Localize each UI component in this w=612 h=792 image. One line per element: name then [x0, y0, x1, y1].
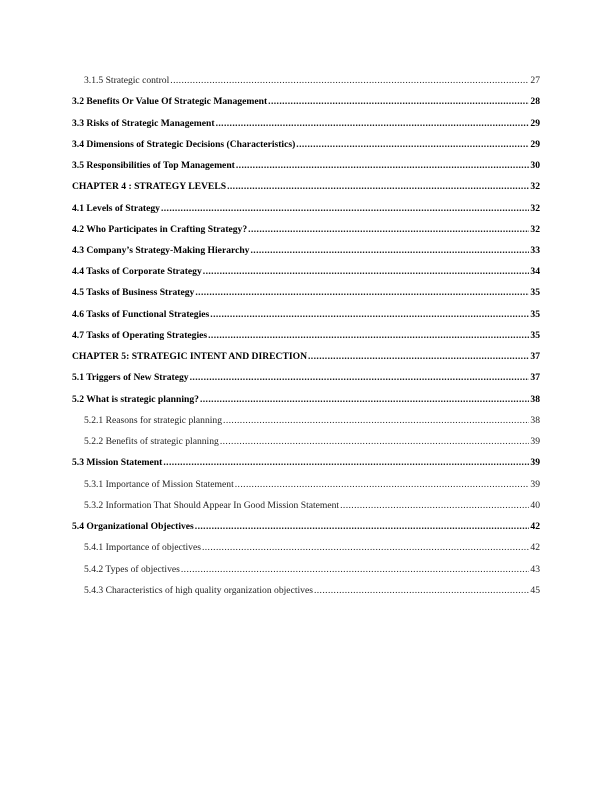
toc-entry-page: 39: [530, 478, 540, 490]
toc-entry-page: 29: [530, 117, 540, 129]
toc-entry[interactable]: [72, 197, 540, 218]
toc-dot-leader: [208, 330, 529, 341]
toc-entry-page: 43: [530, 563, 540, 575]
toc-entry[interactable]: [72, 261, 540, 282]
toc-entry-page: 32: [530, 223, 540, 235]
toc-dot-leader: [181, 564, 530, 575]
toc-entry-title: 3.3 Risks of Strategic Management: [72, 117, 215, 129]
toc-entry[interactable]: [72, 431, 540, 452]
toc-entry[interactable]: [72, 304, 540, 325]
toc-entry-title: 5.2.1 Reasons for strategic planning: [84, 414, 223, 426]
toc-entry-page: 45: [530, 584, 540, 596]
toc-entry-page: 29: [530, 138, 540, 150]
toc-entry-page: 27: [530, 75, 540, 87]
toc-dot-leader: [202, 542, 529, 553]
toc-entry-page: 30: [530, 160, 540, 172]
toc-entry-title: CHAPTER 4 : STRATEGY LEVELS: [72, 181, 227, 193]
toc-entry[interactable]: [72, 558, 540, 579]
toc-dot-leader: [340, 500, 529, 511]
toc-entry-page: 38: [530, 414, 540, 426]
toc-entry[interactable]: [72, 240, 540, 261]
toc-entry-page: 37: [530, 372, 540, 384]
toc-entry-title: 5.2.2 Benefits of strategic planning: [84, 436, 219, 448]
toc-dot-leader: [250, 245, 529, 256]
toc-entry-page: 35: [530, 287, 540, 299]
toc-entry[interactable]: [72, 134, 540, 155]
toc-entry[interactable]: [72, 112, 540, 133]
toc-dot-leader: [203, 266, 530, 277]
toc-entry-page: 32: [530, 202, 540, 214]
toc-dot-leader: [161, 203, 529, 214]
toc-entry-title: 4.7 Tasks of Operating Strategies: [72, 329, 208, 341]
toc-entry[interactable]: [72, 473, 540, 494]
toc-dot-leader: [216, 118, 530, 129]
toc-entry[interactable]: [72, 367, 540, 388]
toc-entry-title: 3.1.5 Strategic control: [84, 75, 170, 87]
toc-entry[interactable]: [72, 389, 540, 410]
toc-entry-title: CHAPTER 5: STRATEGIC INTENT AND DIRECTION: [72, 351, 307, 363]
toc-dot-leader: [235, 479, 530, 490]
toc-dot-leader: [195, 287, 529, 298]
toc-entry-title: 3.4 Dimensions of Strategic Decisions (Characteristics): [72, 138, 296, 150]
toc-entry-title: 5.3 Mission Statement: [72, 457, 163, 469]
toc-dot-leader: [227, 181, 529, 192]
toc-entry-title: 5.3.2 Information That Should Appear In Good Mission Statement: [84, 499, 340, 511]
toc-entry-page: 34: [530, 266, 540, 278]
toc-entry-page: 39: [530, 436, 540, 448]
toc-entry-title: 4.3 Company’s Strategy-Making Hierarchy: [72, 244, 250, 256]
toc-entry[interactable]: [72, 516, 540, 537]
toc-entry-title: 5.2 What is strategic planning?: [72, 393, 199, 405]
toc-dot-leader: [236, 160, 530, 171]
toc-entry[interactable]: [72, 325, 540, 346]
toc-dot-leader: [195, 521, 530, 532]
toc-entry[interactable]: [72, 155, 540, 176]
toc-dot-leader: [220, 436, 530, 447]
toc-entry-page: 40: [530, 499, 540, 511]
toc-entry[interactable]: [72, 537, 540, 558]
table-of-contents: [72, 70, 540, 601]
toc-entry[interactable]: [72, 91, 540, 112]
toc-entry-page: 28: [530, 96, 540, 108]
toc-entry-title: 4.2 Who Participates in Crafting Strategy?: [72, 223, 248, 235]
toc-entry-page: 42: [530, 521, 540, 533]
toc-dot-leader: [200, 394, 529, 405]
toc-entry-title: 5.4.1 Importance of objectives: [84, 542, 201, 554]
toc-dot-leader: [268, 96, 529, 107]
toc-entry-title: 5.4.3 Characteristics of high quality organization objectives: [84, 584, 313, 596]
toc-entry-page: 39: [530, 457, 540, 469]
toc-dot-leader: [190, 372, 530, 383]
toc-entry[interactable]: [72, 176, 540, 197]
toc-entry-page: 35: [530, 308, 540, 320]
toc-entry[interactable]: [72, 410, 540, 431]
toc-entry-title: 4.6 Tasks of Functional Strategies: [72, 308, 210, 320]
toc-entry-page: 35: [530, 329, 540, 341]
toc-entry[interactable]: [72, 580, 540, 601]
toc-entry-title: 4.1 Levels of Strategy: [72, 202, 160, 214]
toc-entry-title: 5.3.1 Importance of Mission Statement: [84, 478, 234, 490]
toc-dot-leader: [248, 224, 529, 235]
toc-dot-leader: [170, 75, 529, 86]
toc-entry-title: 4.4 Tasks of Corporate Strategy: [72, 266, 202, 278]
toc-dot-leader: [314, 585, 529, 596]
toc-entry[interactable]: [72, 452, 540, 473]
toc-entry-page: 33: [530, 244, 540, 256]
toc-entry-title: 3.5 Responsibilities of Top Management: [72, 160, 235, 172]
toc-entry[interactable]: [72, 70, 540, 91]
toc-dot-leader: [163, 457, 529, 468]
toc-entry[interactable]: [72, 346, 540, 367]
toc-entry-page: 32: [530, 181, 540, 193]
toc-dot-leader: [296, 139, 529, 150]
toc-entry-title: 3.2 Benefits Or Value Of Strategic Management: [72, 96, 268, 108]
toc-entry-page: 37: [530, 351, 540, 363]
toc-dot-leader: [210, 309, 529, 320]
toc-dot-leader: [223, 415, 529, 426]
toc-entry[interactable]: [72, 219, 540, 240]
toc-entry-title: 5.1 Triggers of New Strategy: [72, 372, 189, 384]
toc-entry-page: 38: [530, 393, 540, 405]
toc-entry[interactable]: [72, 282, 540, 303]
toc-entry[interactable]: [72, 495, 540, 516]
toc-entry-title: 5.4.2 Types of objectives: [84, 563, 180, 575]
toc-entry-title: 5.4 Organizational Objectives: [72, 521, 194, 533]
toc-entry-title: 4.5 Tasks of Business Strategy: [72, 287, 195, 299]
toc-dot-leader: [308, 351, 529, 362]
toc-entry-page: 42: [530, 542, 540, 554]
